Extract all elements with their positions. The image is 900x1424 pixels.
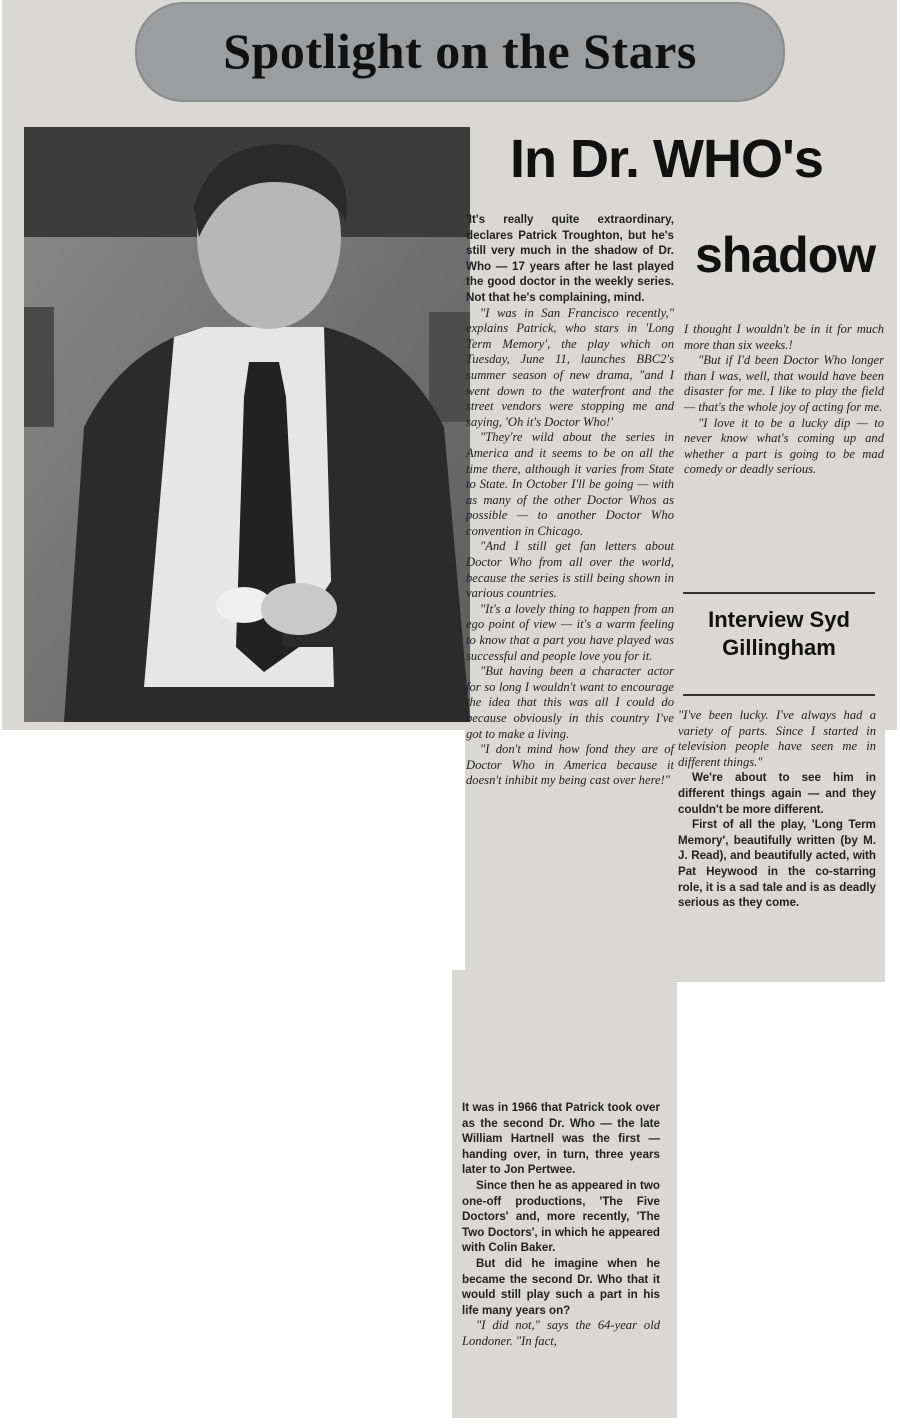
paragraph: First of all the play, 'Long Term Memory', beautifully written (by M. J. Read), and beautifully acted, with Pat Heywood in the co-starring role, it is a sad tale and is as deadly serious as they come. [678, 818, 876, 910]
headline-line-1: In Dr. WHO's [510, 129, 823, 189]
paragraph: "I did not," says the 64-year old Londoner. "In fact, [462, 1318, 660, 1348]
paragraph: "It's a lovely thing to happen from an ego point of view — it's a warm feeling to know that a part you have played was successful and people love you for it. [466, 601, 674, 663]
article-column-b [684, 322, 884, 478]
banner-title: Spotlight on the Stars [223, 23, 697, 79]
paragraph: "And I still get fan letters about Doctor Who from all over the world, because the series is still being shown in various countries. [466, 539, 674, 601]
paragraph: "I don't mind how fond they are of Doctor Who in America because it doesn't inhibit my being cast over here!" [466, 742, 674, 788]
byline [683, 606, 875, 662]
paragraph: "But having been a character actor for so long I wouldn't want to encourage the idea that this was all I could do because obviously in this country I've got to make a living. [466, 664, 674, 741]
photo-illustration [24, 127, 470, 722]
article-column-a [466, 212, 674, 789]
byline-line-2: Gillingham [722, 635, 836, 660]
divider [683, 694, 875, 696]
headline-line-2: shadow [695, 227, 876, 283]
section-banner [135, 2, 785, 102]
article-column-a-continued [462, 1100, 660, 1350]
portrait-photo [24, 127, 470, 722]
paragraph: But did he imagine when he became the second Dr. Who that it would still play such a part in his life many years on? [462, 1256, 660, 1317]
paragraph: We're about to see him in different things again — and they couldn't be more different. [678, 771, 876, 816]
paragraph: "I was in San Francisco recently," explains Patrick, who stars in 'Long Term Memory', the play which on Tuesday, June 11, launches BBC2's summer season of new drama, "and I went down to the waterfront and the street vendors were stopping me and saying, 'Oh it's Doctor Who!' [466, 305, 674, 429]
paragraph: Since then he as appeared in two one-off productions, 'The Five Doctors' and, more recently, 'The Two Doctors', in which he appeared with Colin Baker. [462, 1178, 660, 1255]
paragraph: It was in 1966 that Patrick took over as the second Dr. Who — the late William Hartnell was the first — handing over, in turn, three years later to Jon Pertwee. [462, 1101, 660, 1177]
article-column-c [678, 708, 876, 911]
paragraph: 'It's really quite extraordinary, declares Patrick Troughton, but he's still very much in the shadow of Dr. Who — 17 years after he last played the good doctor in the weekly series. Not that he's complaining, mind. [466, 213, 674, 304]
paragraph: "I love it to be a lucky dip — to never know what's coming up and whether a part is going to be mad comedy or deadly serious. [684, 415, 884, 477]
byline-line-1: Interview Syd [708, 607, 850, 632]
paragraph: "But if I'd been Doctor Who longer than I was, well, that would have been disaster for me. I like to play the field — that's the whole joy of acting for me. [684, 353, 884, 414]
paragraph: "They're wild about the series in America and it seems to be on all the time there, although it varies from State to State. In October I'll be going — with as many of the other Doctor Whos as possible — to another Doctor Who convention in Chicago. [466, 430, 674, 538]
paragraph: "I've been lucky. I've always had a variety of parts. Since I started in television people have seen me in different things." [678, 708, 876, 769]
paragraph: I thought I wouldn't be in it for much more than six weeks.! [684, 322, 884, 352]
divider [683, 592, 875, 594]
